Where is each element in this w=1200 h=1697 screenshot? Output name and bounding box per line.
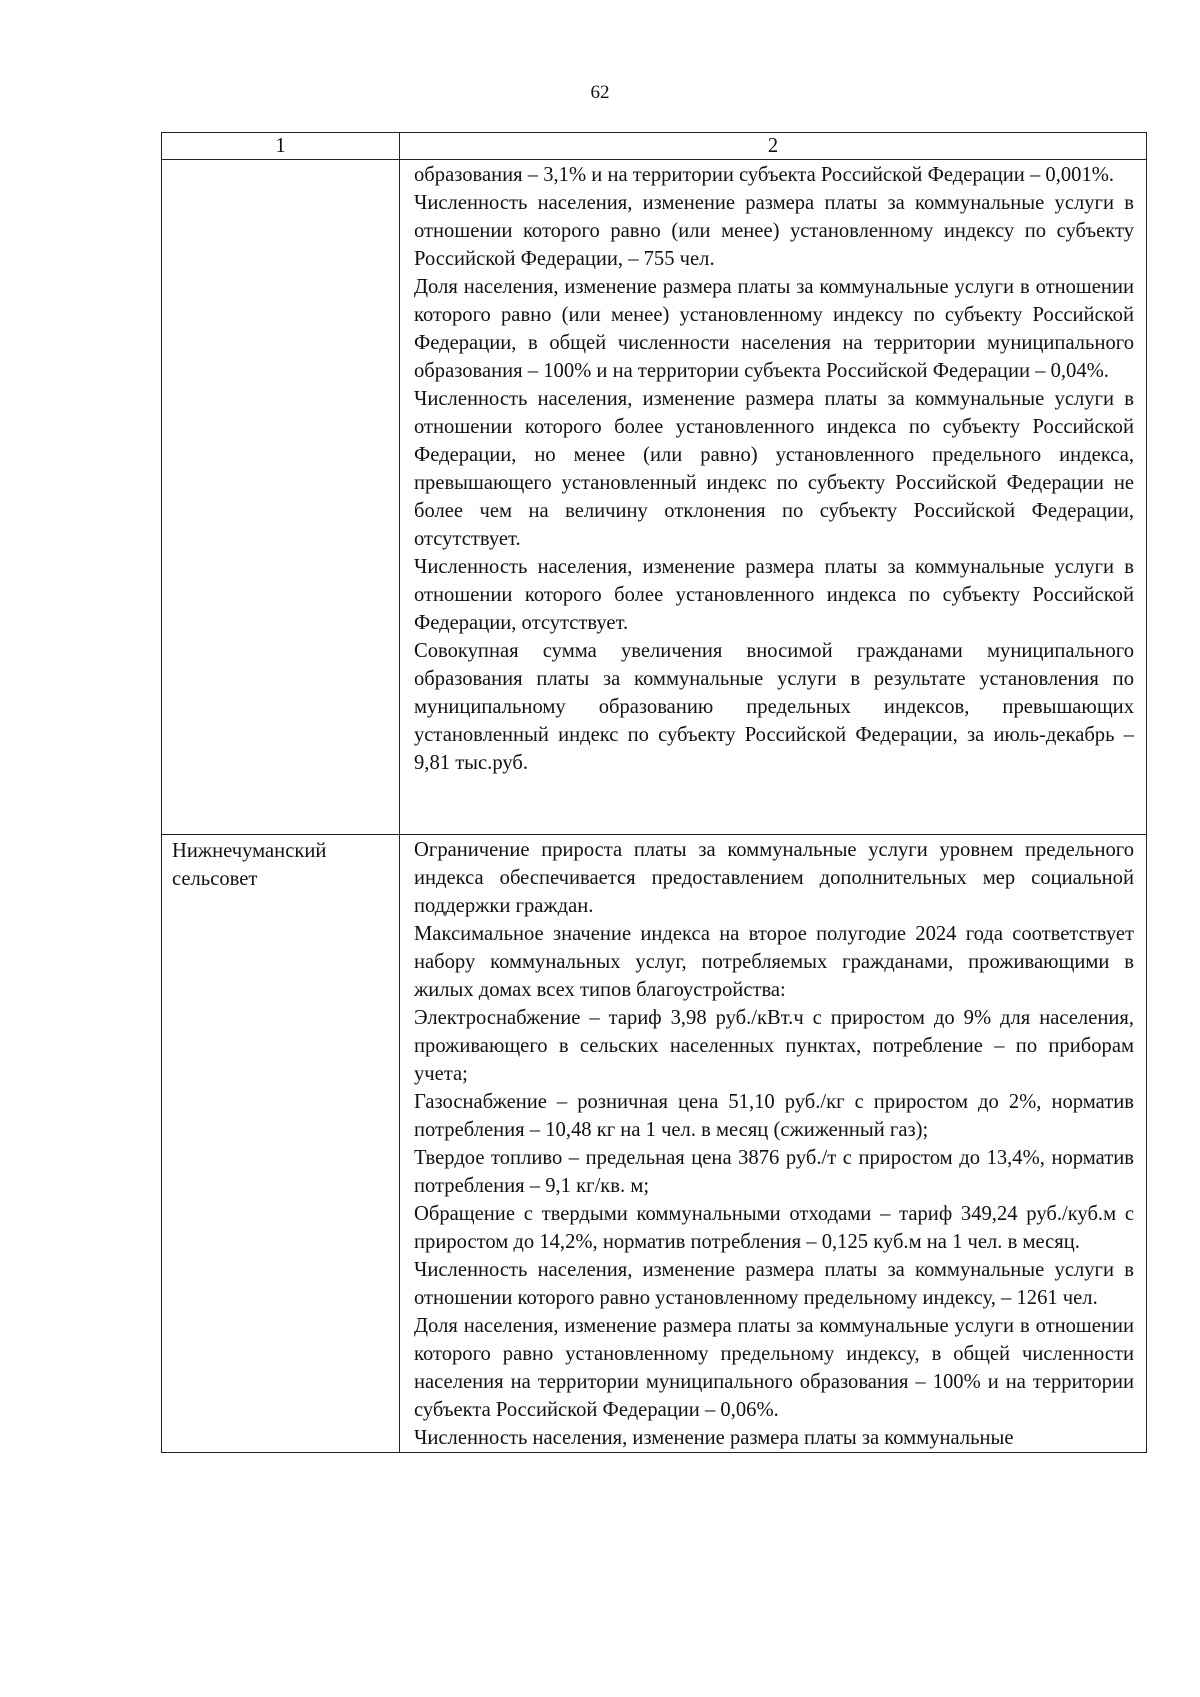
paragraph: Численность населения, изменение размера платы за коммунальные услуги в отношении которого более установленного индекса по субъекту Российской Федерации, отсутствует.: [414, 556, 1134, 634]
column-header-2: 2: [400, 133, 1147, 160]
table-header-row: [162, 133, 1147, 160]
table-row: [162, 160, 1147, 835]
paragraph: Газоснабжение – розничная цена 51,10 руб./кг с приростом до 2%, норматив потребления – 10,48 кг на 1 чел. в месяц (сжиженный газ);: [414, 1091, 1134, 1141]
paragraph: Совокупная сумма увеличения вносимой гражданами муниципального образования платы за коммунальные услуги в результате установления по муниципальному образованию предельных индексов, превышающих установленный индекс по субъекту Российской Федерации, за июль-декабрь – 9,81 тыс.руб.: [414, 640, 1134, 774]
page-number: 62: [590, 82, 610, 103]
municipality-name: [162, 160, 400, 835]
paragraph: Численность населения, изменение размера платы за коммунальные услуги в отношении которого более установленного индекса по субъекту Российской Федерации, но менее (или равно) установленного предельного индекса, превышающего установленный индекс по субъекту Российской Федерации не более чем на величину отклонения по субъекту Российской Федерации, отсутствует.: [414, 388, 1134, 550]
municipality-name: Нижнечуманский сельсовет: [162, 835, 400, 1453]
paragraph: Обращение с твердыми коммунальными отходами – тариф 349,24 руб./куб.м с приростом до 14,2%, норматив потребления – 0,125 куб.м на 1 чел. в месяц.: [414, 1203, 1134, 1253]
paragraph: Максимальное значение индекса на второе полугодие 2024 года соответствует набору коммунальных услуг, потребляемых гражданами, проживающими в жилых домах всех типов благоустройства:: [414, 923, 1134, 1001]
column-header-1: 1: [162, 133, 400, 160]
paragraph: Доля населения, изменение размера платы за коммунальные услуги в отношении которого равно (или менее) установленному индексу по субъекту Российской Федерации, в общей численности населения на территории муниципального образования – 100% и на территории субъекта Российской Федерации – 0,04%.: [414, 276, 1134, 382]
paragraph: Доля населения, изменение размера платы за коммунальные услуги в отношении которого равно установленному предельному индексу, в общей численности населения на территории муниципального образования – 100% и на территории субъекта Российской Федерации – 0,06%.: [414, 1315, 1134, 1421]
table-row: [162, 835, 1147, 1453]
paragraph: Численность населения, изменение размера платы за коммунальные услуги в отношении которого равно (или менее) установленному индексу по субъекту Российской Федерации, – 755 чел.: [414, 192, 1134, 270]
paragraph: Ограничение прироста платы за коммунальные услуги уровнем предельного индекса обеспечивается предоставлением дополнительных мер социальной поддержки граждан.: [414, 839, 1134, 917]
paragraph: образования – 3,1% и на территории субъекта Российской Федерации – 0,001%.: [414, 164, 1115, 186]
row-content: [400, 835, 1147, 1453]
paragraph: Электроснабжение – тариф 3,98 руб./кВт.ч с приростом до 9% для населения, проживающего в сельских населенных пунктах, потребление – по приборам учета;: [414, 1007, 1134, 1085]
paragraph: Численность населения, изменение размера платы за коммунальные: [414, 1427, 1014, 1449]
paragraph: Численность населения, изменение размера платы за коммунальные услуги в отношении которого равно установленному предельному индексу, – 1261 чел.: [414, 1259, 1134, 1309]
document-table: [161, 132, 1147, 1453]
paragraph: Твердое топливо – предельная цена 3876 руб./т с приростом до 13,4%, норматив потребления – 9,1 кг/кв. м;: [414, 1147, 1134, 1197]
row-content: [400, 160, 1147, 835]
